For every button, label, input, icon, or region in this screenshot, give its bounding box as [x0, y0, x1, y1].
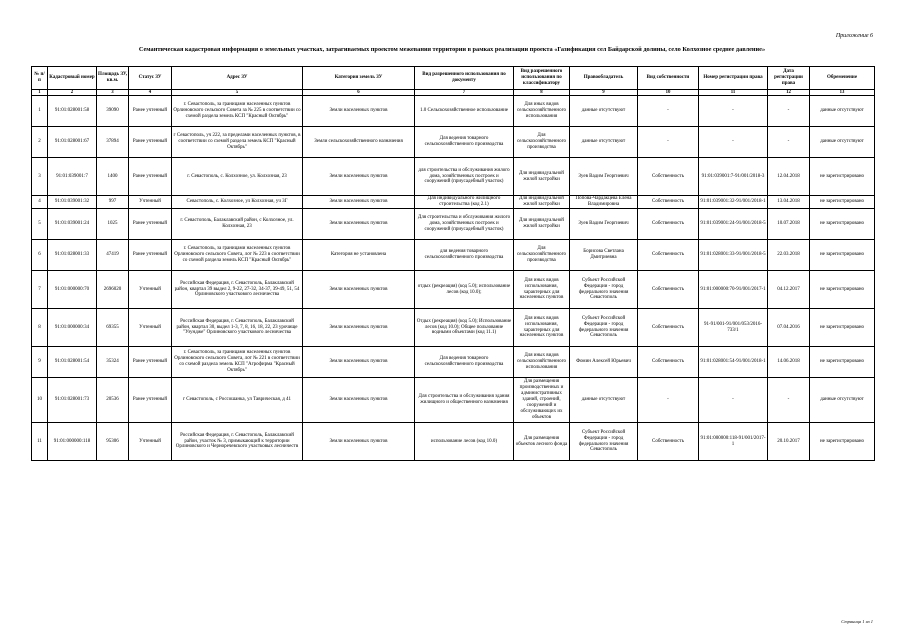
- table-cell: Ранее учтенный: [129, 209, 172, 240]
- table-cell: -: [768, 127, 810, 158]
- table-cell: Борисова Светлана Дмитриевна: [570, 240, 638, 271]
- column-number: 7: [415, 90, 514, 96]
- table-cell: Для сельскохозяйственного производства: [514, 127, 570, 158]
- table-cell: отдых (рекреация) (код 5.0); использование лесов (код 10.0);: [415, 271, 514, 309]
- table-cell: г. Севастополь, за границами населенных пунктов Орлиновского сельского Совета, лот № 223 в соответствии со схемой раздела земель КСП "Красный Октябрь": [172, 240, 303, 271]
- column-header: Категория земель ЗУ: [303, 67, 415, 90]
- column-number: 6: [303, 90, 415, 96]
- column-number: 3: [97, 90, 129, 96]
- table-cell: Земли населенных пунктов: [303, 309, 415, 347]
- table-cell: Для ведения товарного сельскохозяйственного производства: [415, 347, 514, 378]
- table-row: [32, 96, 875, 127]
- table-cell: -: [638, 127, 699, 158]
- column-header: Кадастровый номер: [48, 67, 97, 90]
- table-cell: Российская Федерация, г. Севастополь, Балаклавский район, квартал 39 выдел 2, 9-22, 27-32, 34-37, 39-49, 51, 54 Орлиновского участкового лесничества: [172, 271, 303, 309]
- table-cell: 13.04.2018: [768, 196, 810, 209]
- table-cell: Категория не установлена: [303, 240, 415, 271]
- table-cell: 95306: [97, 423, 129, 461]
- table-cell: -: [638, 378, 699, 423]
- table-cell: не зарегистрировано: [810, 209, 875, 240]
- table-cell: 91:01:039001:32-91/001/2018-1: [699, 196, 768, 209]
- table-cell: 04.12.2017: [768, 271, 810, 309]
- table-cell: 07.04.2016: [768, 309, 810, 347]
- table-cell: Для иных видов использования, характерных для населенных пунктов: [514, 271, 570, 309]
- table-cell: Ранее учтенный: [129, 96, 172, 127]
- table-cell: Для индивидуальной жилой застройки: [514, 209, 570, 240]
- table-cell: 20.10.2017: [768, 423, 810, 461]
- table-cell: 91:01:039001:24: [48, 209, 97, 240]
- table-cell: для строительства и обслуживания жилого дома, хозяйственных построек и сооружений (приусадебный участок): [415, 158, 514, 196]
- column-number: 11: [699, 90, 768, 96]
- table-cell: Субъект Российской Федерации - город федерального значения Севастополь: [570, 309, 638, 347]
- column-header: Обременение: [810, 67, 875, 90]
- table-cell: Для индивидуального жилищного строительства (код 2.1): [415, 196, 514, 209]
- table-cell: 997: [97, 196, 129, 209]
- table-cell: 91:01:000000:70-91/001/2017-1: [699, 271, 768, 309]
- table-cell: Для строительства и обслуживания жилого дома, хозяйственных построек и сооружений (приусадебный участок): [415, 209, 514, 240]
- table-row: [32, 423, 875, 461]
- table-cell: Земли населенных пунктов: [303, 271, 415, 309]
- table-cell: Земли населенных пунктов: [303, 378, 415, 423]
- table-cell: -: [699, 127, 768, 158]
- column-number: 13: [810, 90, 875, 96]
- table-row: [32, 209, 875, 240]
- table-cell: Субъект Российской Федерации - город федерального значения Севастополь: [570, 423, 638, 461]
- table-cell: Для ведения товарного сельскохозяйственного производства: [415, 127, 514, 158]
- table-cell: 91-91/001-91/001/053/2016-733/1: [699, 309, 768, 347]
- table-cell: Отдых (рекреация) (код 5.0); Использование лесов (код 10.0); Общее пользование водными объектами (код 11.1): [415, 309, 514, 347]
- table-cell: 7: [32, 271, 48, 309]
- table-cell: 1400: [97, 158, 129, 196]
- table-cell: Собственность: [638, 347, 699, 378]
- column-number: 10: [638, 90, 699, 96]
- table-cell: -: [768, 378, 810, 423]
- table-row: [32, 378, 875, 423]
- table-cell: 91:01:028001:33: [48, 240, 97, 271]
- column-number: 1: [32, 90, 48, 96]
- table-cell: Земли населенных пунктов: [303, 347, 415, 378]
- table-cell: не зарегистрировано: [810, 196, 875, 209]
- table-cell: 2696020: [97, 271, 129, 309]
- table-cell: Земли населенных пунктов: [303, 96, 415, 127]
- column-number: 9: [570, 90, 638, 96]
- table-cell: -: [638, 96, 699, 127]
- table-row: [32, 271, 875, 309]
- table-cell: 91:01:000000:70: [48, 271, 97, 309]
- column-header: Номер регистрации права: [699, 67, 768, 90]
- table-cell: Земли сельскохозяйственного назначения: [303, 127, 415, 158]
- column-header: Адрес ЗУ: [172, 67, 303, 90]
- document-title: Семантическая кадастровая информация о земельных участках, затрагиваемых проектом межевания территории в рамках реализации проекта «Газификация сел Байдарской долины, село Колхозное среднее давление»: [138, 46, 766, 53]
- header-row: [32, 67, 875, 90]
- table-cell: Для иных видов сельскохозяйственного использования: [514, 96, 570, 127]
- table-cell: 91:01:000000:118-91/001/2017-1: [699, 423, 768, 461]
- table-cell: Зуев Вадим Георгиевич: [570, 158, 638, 196]
- table-cell: Собственность: [638, 209, 699, 240]
- table-cell: 3: [32, 158, 48, 196]
- page-footer: Страница 1 из 1: [841, 619, 873, 624]
- table-cell: 10: [32, 378, 48, 423]
- table-cell: Учтенный: [129, 423, 172, 461]
- table-cell: данные отсутствуют: [570, 127, 638, 158]
- table-cell: Ранее учтенный: [129, 240, 172, 271]
- table-cell: Для размещения объектов лесного фонда: [514, 423, 570, 461]
- table-body: [32, 96, 875, 461]
- table-cell: Для индивидуальной жилой застройки: [514, 196, 570, 209]
- table-row: [32, 158, 875, 196]
- table-cell: 91:01:028001:73: [48, 378, 97, 423]
- table-cell: 91:01:039001:7-91/001/2018-3: [699, 158, 768, 196]
- table-cell: 12.04.2018: [768, 158, 810, 196]
- table-cell: 91:01:028001:54: [48, 347, 97, 378]
- table-cell: 5: [32, 209, 48, 240]
- column-header: Вид разрешенного использования по классификатору: [514, 67, 570, 90]
- table-cell: 20536: [97, 378, 129, 423]
- column-header: Вид разрешенного использования по документу: [415, 67, 514, 90]
- table-row: [32, 127, 875, 158]
- table-cell: Ранее учтенный: [129, 158, 172, 196]
- table-cell: Собственность: [638, 158, 699, 196]
- table-cell: Земли населенных пунктов: [303, 158, 415, 196]
- table-cell: г Севастополь, уч 222, за пределами населенных пунктов, в соответствии со схемой раздела земель КСП "Красный Октябрь": [172, 127, 303, 158]
- column-header: № п/п: [32, 67, 48, 90]
- table-cell: 91:01:028001:67: [48, 127, 97, 158]
- table-cell: Субъект Российской Федерации - город федерального значения Севастополь: [570, 271, 638, 309]
- table-cell: 91:01:028001:58: [48, 96, 97, 127]
- cadastral-table: [31, 66, 875, 461]
- table-cell: 22.03.2018: [768, 240, 810, 271]
- column-header: Площадь ЗУ, кв.м.: [97, 67, 129, 90]
- appendix-label: Приложение 6: [835, 33, 873, 39]
- table-cell: 39090: [97, 96, 129, 127]
- table-cell: не зарегистрировано: [810, 309, 875, 347]
- table-cell: не зарегистрировано: [810, 423, 875, 461]
- table-cell: 10.07.2018: [768, 209, 810, 240]
- table-cell: 1.0 Сельскохозяйственное использование: [415, 96, 514, 127]
- table-cell: данные отсутствуют: [570, 96, 638, 127]
- table-row: [32, 309, 875, 347]
- table-cell: Российская Федерация, г. Севастополь, Балаклавский район, участок № 3, примыкающий к территории Орлиновского и Черноречевского участковых лесничеств: [172, 423, 303, 461]
- table-cell: 1: [32, 96, 48, 127]
- column-header: Вид собственности: [638, 67, 699, 90]
- table-cell: Учтенный: [129, 196, 172, 209]
- table-cell: Учтенный: [129, 309, 172, 347]
- table-row: [32, 347, 875, 378]
- table-cell: 4: [32, 196, 48, 209]
- table-cell: 91:01:039001:24-91/001/2018-5: [699, 209, 768, 240]
- table-cell: Собственность: [638, 240, 699, 271]
- table-cell: г. Севастополь, с. Колхозное, ул. Колхозная, 23: [172, 158, 303, 196]
- table-cell: данные отсутствуют: [810, 378, 875, 423]
- column-header: Дата регистрации права: [768, 67, 810, 90]
- table-cell: Земли населенных пунктов: [303, 196, 415, 209]
- table-cell: -: [699, 96, 768, 127]
- table-cell: 1025: [97, 209, 129, 240]
- table-cell: Ранее учтенный: [129, 378, 172, 423]
- table-cell: Фомин Алексей Юрьевич: [570, 347, 638, 378]
- table-cell: 91:01:000000:118: [48, 423, 97, 461]
- table-cell: Собственность: [638, 423, 699, 461]
- table-cell: г. Севастополь, за границами населенных пунктов Орлиновского сельского Совета, лот № 221 в соответствии со схемой раздела земель КСП "Агрофирма "Красный Октябрь": [172, 347, 303, 378]
- table-row: [32, 240, 875, 271]
- table-cell: г Севастополь, с Россошанка, ул Таврическая, д 41: [172, 378, 303, 423]
- table-cell: 37894: [97, 127, 129, 158]
- table-cell: 14.06.2018: [768, 347, 810, 378]
- table-cell: 35324: [97, 347, 129, 378]
- table-cell: 91:01:000000:34: [48, 309, 97, 347]
- table-cell: не зарегистрировано: [810, 240, 875, 271]
- table-cell: 91:01:039001:32: [48, 196, 97, 209]
- column-header: Правообладатель: [570, 67, 638, 90]
- table-cell: Для иных видов использования, характерных для населенных пунктов: [514, 309, 570, 347]
- column-number: 2: [48, 90, 97, 96]
- table-row: [32, 196, 875, 209]
- table-cell: Севастополь, с. Колхозное, ул Колхозная, уч 3Г: [172, 196, 303, 209]
- table-cell: данные отсутствуют: [570, 378, 638, 423]
- table-cell: Земли населенных пунктов: [303, 423, 415, 461]
- table-cell: Зуев Вадим Георгиевич: [570, 209, 638, 240]
- table-cell: Земли населенных пунктов: [303, 209, 415, 240]
- table-cell: 91:01:039001:7: [48, 158, 97, 196]
- table-cell: 11: [32, 423, 48, 461]
- table-cell: Для иных видов сельскохозяйственного использования: [514, 347, 570, 378]
- table-cell: Российская Федерация, г. Севастополь, Балаклавский район, квартал 30, выдел 1-3, 7, 8, 16, 18, 22, 23 урочище "Узундже" Орлиновского участкового лесничества: [172, 309, 303, 347]
- column-number: 4: [129, 90, 172, 96]
- table-cell: Для строительства и обслуживания здания жилищного и общественного назначения: [415, 378, 514, 423]
- table-cell: 8: [32, 309, 48, 347]
- table-cell: использование лесов (код 10.0): [415, 423, 514, 461]
- column-header: Статус ЗУ: [129, 67, 172, 90]
- table-cell: Попова-Чардакцева Елена Владимировна: [570, 196, 638, 209]
- table-cell: Ранее учтенный: [129, 127, 172, 158]
- table-cell: не зарегистрировано: [810, 158, 875, 196]
- table-cell: -: [699, 378, 768, 423]
- table-cell: г. Севастополь, Балаклавский район, с Колхозное, ул. Колхозная, 23: [172, 209, 303, 240]
- table-cell: данные отсутствуют: [810, 96, 875, 127]
- column-number: 5: [172, 90, 303, 96]
- table-cell: Собственность: [638, 271, 699, 309]
- table-cell: данные отсутствуют: [810, 127, 875, 158]
- table-cell: 2: [32, 127, 48, 158]
- table-cell: 91:01:028001:54-91/001/2018-1: [699, 347, 768, 378]
- column-number: 8: [514, 90, 570, 96]
- table-cell: Собственность: [638, 309, 699, 347]
- table-cell: 91:01:028001:33-91/001/2018-5: [699, 240, 768, 271]
- column-number: 12: [768, 90, 810, 96]
- table-cell: не зарегистрировано: [810, 271, 875, 309]
- table-cell: Для индивидуальной жилой застройки: [514, 158, 570, 196]
- table-cell: Ранее учтенный: [129, 347, 172, 378]
- table-cell: -: [768, 96, 810, 127]
- table-cell: для ведения товарного сельскохозяйственного производства: [415, 240, 514, 271]
- table-cell: Для сельскохозяйственного производства: [514, 240, 570, 271]
- table-cell: г. Севастополь, за границами населенных пунктов Орлиновского сельского Совета за № 225 в соответствии со схемой раздела земель КСП "Красный Октябрь": [172, 96, 303, 127]
- table-cell: не зарегистрировано: [810, 347, 875, 378]
- table-cell: 6: [32, 240, 48, 271]
- table-cell: Собственность: [638, 196, 699, 209]
- table-cell: 9: [32, 347, 48, 378]
- table-cell: 69355: [97, 309, 129, 347]
- table-cell: 47419: [97, 240, 129, 271]
- table-cell: Для размещения производственных и административных зданий, строений, сооружений и обслуживающих их объектов: [514, 378, 570, 423]
- table-cell: Учтенный: [129, 271, 172, 309]
